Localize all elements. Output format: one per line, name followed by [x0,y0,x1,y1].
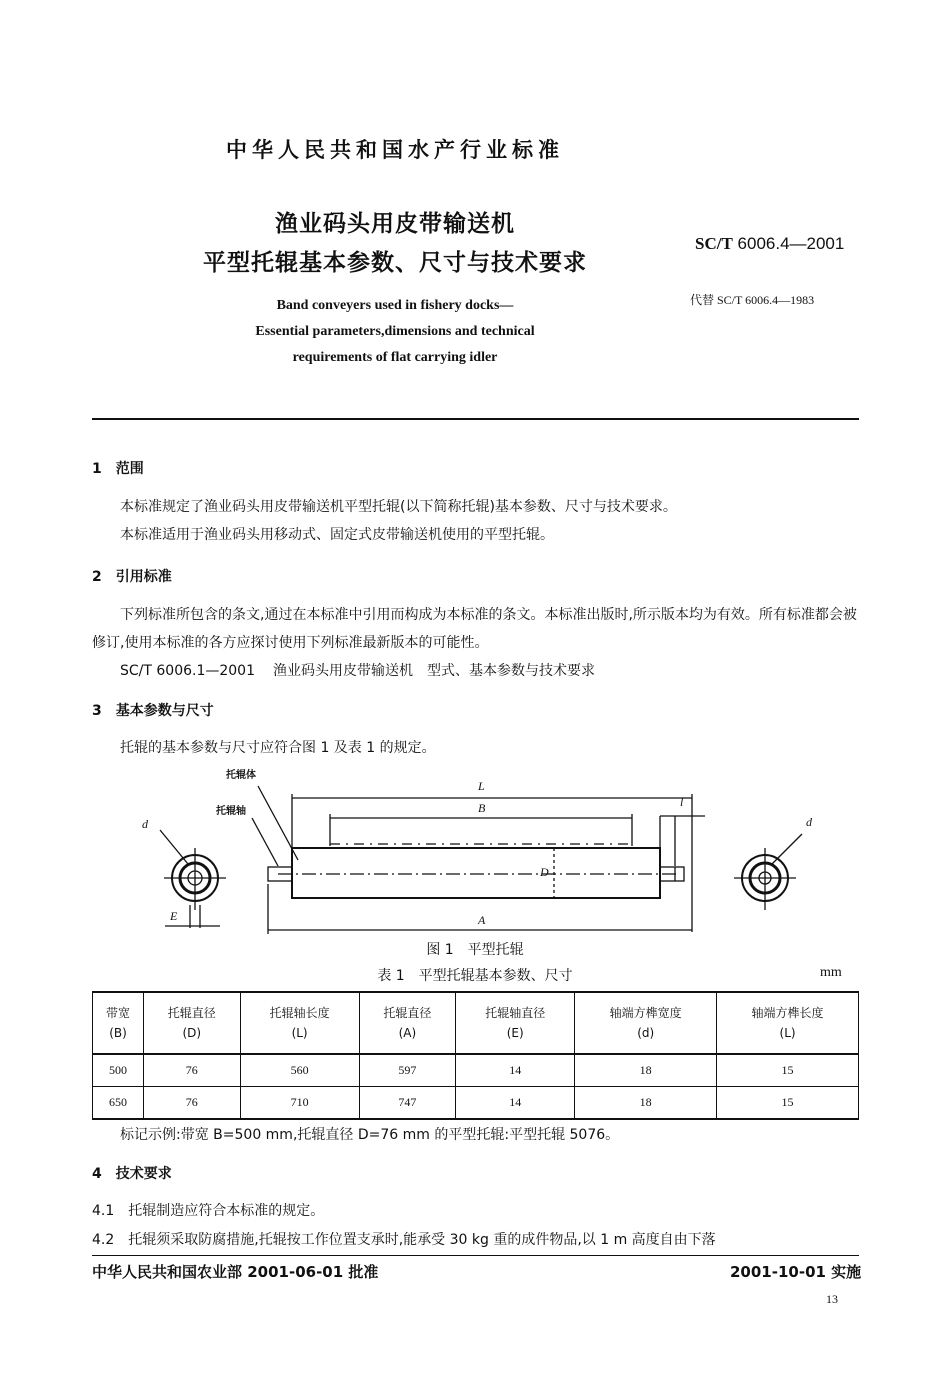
footer-divider [92,1255,859,1256]
section-1-num: 1 [92,461,102,477]
section-3-num: 3 [92,703,102,719]
header-cell: 托辊轴直径 (E) [456,992,575,1054]
dim-l-label: l [680,795,684,809]
section-2-ref [92,657,862,685]
section-1-p1: 本标准规定了渔业码头用皮带输送机平型托辊(以下简称托辊)基本参数、尺寸与技术要求。 [120,499,677,515]
section-2-title: 引用标准 [115,569,172,585]
clause-4-2 [92,1226,862,1254]
header-cell: 带宽 (B) [93,992,144,1054]
table-cell: 15 [717,1087,859,1120]
figure-caption: 图 1 平型托辊 [426,942,524,958]
section-2-num: 2 [92,569,102,585]
section-1-heading [92,458,144,478]
table-cell: 15 [717,1054,859,1087]
page-number: 13 [826,1292,838,1306]
roller-body [268,844,684,898]
title-divider [92,418,859,420]
clause-4-2-text: 托辊须采取防腐措施,托辊按工作位置支承时,能承受 30 kg 重的成件物品,以 1 m 高度自由下落 [128,1232,716,1248]
dim-B-label: B [478,801,486,815]
title-zh-line1: 渔业码头用皮带输送机 [275,211,515,237]
approval-line: 中华人民共和国农业部 2001-06-01 批准 [92,1263,379,1281]
section-1-p2: 本标准适用于渔业码头用移动式、固定式皮带输送机使用的平型托辊。 [120,527,554,543]
clause-4-1-text: 托辊制造应符合本标准的规定。 [128,1203,325,1219]
table-cell: 597 [359,1054,455,1087]
clause-4-1-num: 4.1 [92,1203,115,1219]
table-cell: 76 [144,1054,240,1087]
dim-L-label: L [478,779,485,793]
section-4-title: 技术要求 [115,1166,172,1182]
standard-code [695,234,844,254]
table-note: 标记示例:带宽 B=500 mm,托辊直径 D=76 mm 的平型托辊:平型托辊 5076。 [120,1127,620,1143]
table-row [93,1087,859,1120]
title-en-line1: Band conveyers used in fishery docks— [276,298,514,313]
header-cell: 轴端方榫宽度 (d) [575,992,717,1054]
section-3-heading [92,700,214,720]
title-en-line2: Essential parameters,dimensions and technical [255,324,535,339]
org-title: 中华人民共和国水产行业标准 [226,138,564,162]
right-end-view [734,834,802,910]
label-roller-body: 托辊体 [226,770,256,781]
dim-A-label: A [478,913,486,927]
header-cell: 托辊直径 (A) [359,992,455,1054]
effective-line: 2001-10-01 实施 [730,1263,862,1281]
table-caption: 表 1 平型托辊基本参数、尺寸 [377,968,573,984]
table-cell: 650 [93,1087,144,1120]
table-cell: 747 [359,1087,455,1120]
table-cell: 14 [456,1087,575,1120]
section-3-p1: 托辊的基本参数与尺寸应符合图 1 及表 1 的规定。 [120,740,436,756]
header-cell: 托辊轴长度 (L) [240,992,359,1054]
parameters-table [92,991,859,1120]
idler-drawing [120,760,840,960]
dim-E-label: E [170,909,178,923]
clause-4-1 [92,1197,862,1225]
section-2-p1: 下列标准所包含的条文,通过在本标准中引用而构成为本标准的条文。本标准出版时,所示版本均为有效。所有标准都会被修订,使用本标准的各方应探讨使用下列标准最新版本的可能性。 [92,607,857,651]
clause-4-2-num: 4.2 [92,1232,115,1248]
table-header-row [93,992,859,1054]
section-1-title: 范围 [115,461,144,477]
header-cell: 托辊直径 (D) [144,992,240,1054]
replaces-note: 代替 SC/T 6006.4—1983 [690,293,815,307]
ref-code: SC/T 6006.1—2001 [120,663,255,679]
standard-code-number: 6006.4—2001 [737,234,845,253]
dim-d-right-label: d [806,815,812,829]
dim-D-label: D [540,865,549,879]
section-4-num: 4 [92,1166,102,1182]
section-3-title: 基本参数与尺寸 [115,703,214,719]
table-cell: 14 [456,1054,575,1087]
standard-code-prefix: SC/T [695,234,733,253]
table-row [93,1054,859,1087]
table-unit: mm [820,965,842,980]
table-cell: 18 [575,1087,717,1120]
table-cell: 76 [144,1087,240,1120]
table-cell: 500 [93,1054,144,1087]
table-cell: 710 [240,1087,359,1120]
dim-d-left-label: d [142,817,148,831]
section-4-heading [92,1163,172,1183]
label-roller-shaft: 托辊轴 [216,806,246,817]
ref-title: 渔业码头用皮带输送机 型式、基本参数与技术要求 [273,663,595,679]
header-cell: 轴端方榫长度 (L) [717,992,859,1054]
table-cell: 560 [240,1054,359,1087]
title-en-line3: requirements of flat carrying idler [292,350,498,365]
title-zh-line2: 平型托辊基本参数、尺寸与技术要求 [203,250,587,276]
section-2-heading [92,566,172,586]
table-cell: 18 [575,1054,717,1087]
